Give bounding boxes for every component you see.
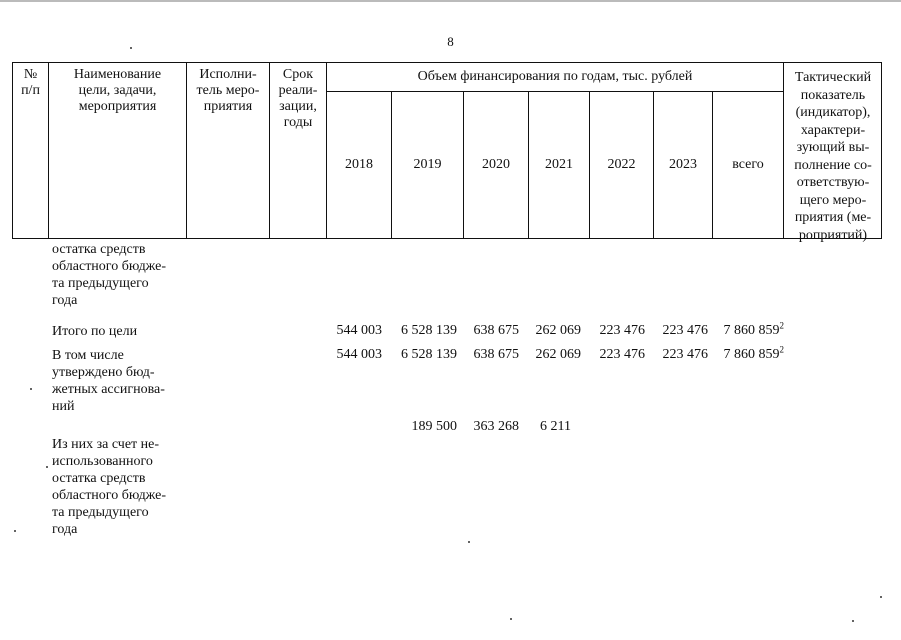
- footnote-marker: 2: [779, 344, 784, 355]
- scan-speck: [880, 596, 882, 598]
- cell-2021: 262 069: [535, 323, 581, 338]
- cell-2020: 638 675: [473, 347, 519, 362]
- header-year-2019: 2019: [413, 157, 442, 172]
- cell-2022: 223 476: [599, 323, 645, 338]
- cell-2020: 363 268: [473, 419, 519, 434]
- row-divider: [326, 91, 783, 92]
- cell-2021: 262 069: [535, 347, 581, 362]
- cell-2023: 223 476: [662, 347, 708, 362]
- scan-speck: [510, 618, 512, 620]
- scan-speck: [468, 541, 470, 543]
- cell-2019: 6 528 139: [401, 323, 457, 338]
- scan-speck: [14, 530, 16, 532]
- table-header: [12, 62, 882, 243]
- total-value: 7 860 859: [723, 347, 780, 362]
- cell-2023: 223 476: [662, 323, 708, 338]
- scan-speck: [46, 466, 48, 468]
- col-divider: [326, 63, 327, 238]
- scan-speck: [852, 620, 854, 622]
- cell-2019: 6 528 139: [401, 347, 457, 362]
- header-year-2023: 2023: [669, 157, 697, 172]
- total-value: 7 860 859: [723, 323, 780, 338]
- cell-2021: 6 211: [540, 419, 571, 434]
- cell-total: [723, 320, 785, 339]
- row-label: остатка средств областного бюдже- та предыдущего года: [52, 242, 167, 308]
- cell-2020: 638 675: [473, 323, 519, 338]
- cell-2018: 544 003: [336, 347, 382, 362]
- header-col-indicator: Тактический показатель (индикатор), характери- зующий вы- полнение со- ответствую- щего меро- приятия (ме- роприятий): [794, 70, 872, 243]
- row-label: Из них за счет не- использованного остатка средств областного бюдже- та предыдущего года: [52, 437, 167, 537]
- cell-2019: 189 500: [411, 419, 457, 434]
- header-col-funding: Объем финансирования по годам, тыс. рублей: [417, 69, 693, 84]
- row-label: Итого по цели: [52, 324, 138, 339]
- cell-total: [723, 344, 785, 363]
- header-year-2020: 2020: [482, 157, 510, 172]
- header-col-name: Наименование цели, задачи, мероприятия: [73, 67, 162, 114]
- header-year-2022: 2022: [607, 157, 636, 172]
- scan-top-edge: [0, 0, 901, 2]
- header-year-2021: 2021: [545, 157, 573, 172]
- cell-2018: 544 003: [336, 323, 382, 338]
- header-year-total: всего: [732, 157, 764, 172]
- page-number: 8: [447, 34, 454, 49]
- row-label: В том числе утверждено бюд- жетных ассигнова- ний: [52, 348, 165, 414]
- cell-2022: 223 476: [599, 347, 645, 362]
- footnote-marker: 2: [779, 320, 784, 331]
- scan-speck: [30, 388, 32, 390]
- header-col-number: № п/п: [21, 67, 40, 98]
- header-col-term: Срок реали- зации, годы: [278, 67, 318, 130]
- header-year-2018: 2018: [345, 157, 373, 172]
- header-col-executor: Исполни- тель меро- приятия: [196, 67, 260, 114]
- scan-speck: [130, 47, 132, 49]
